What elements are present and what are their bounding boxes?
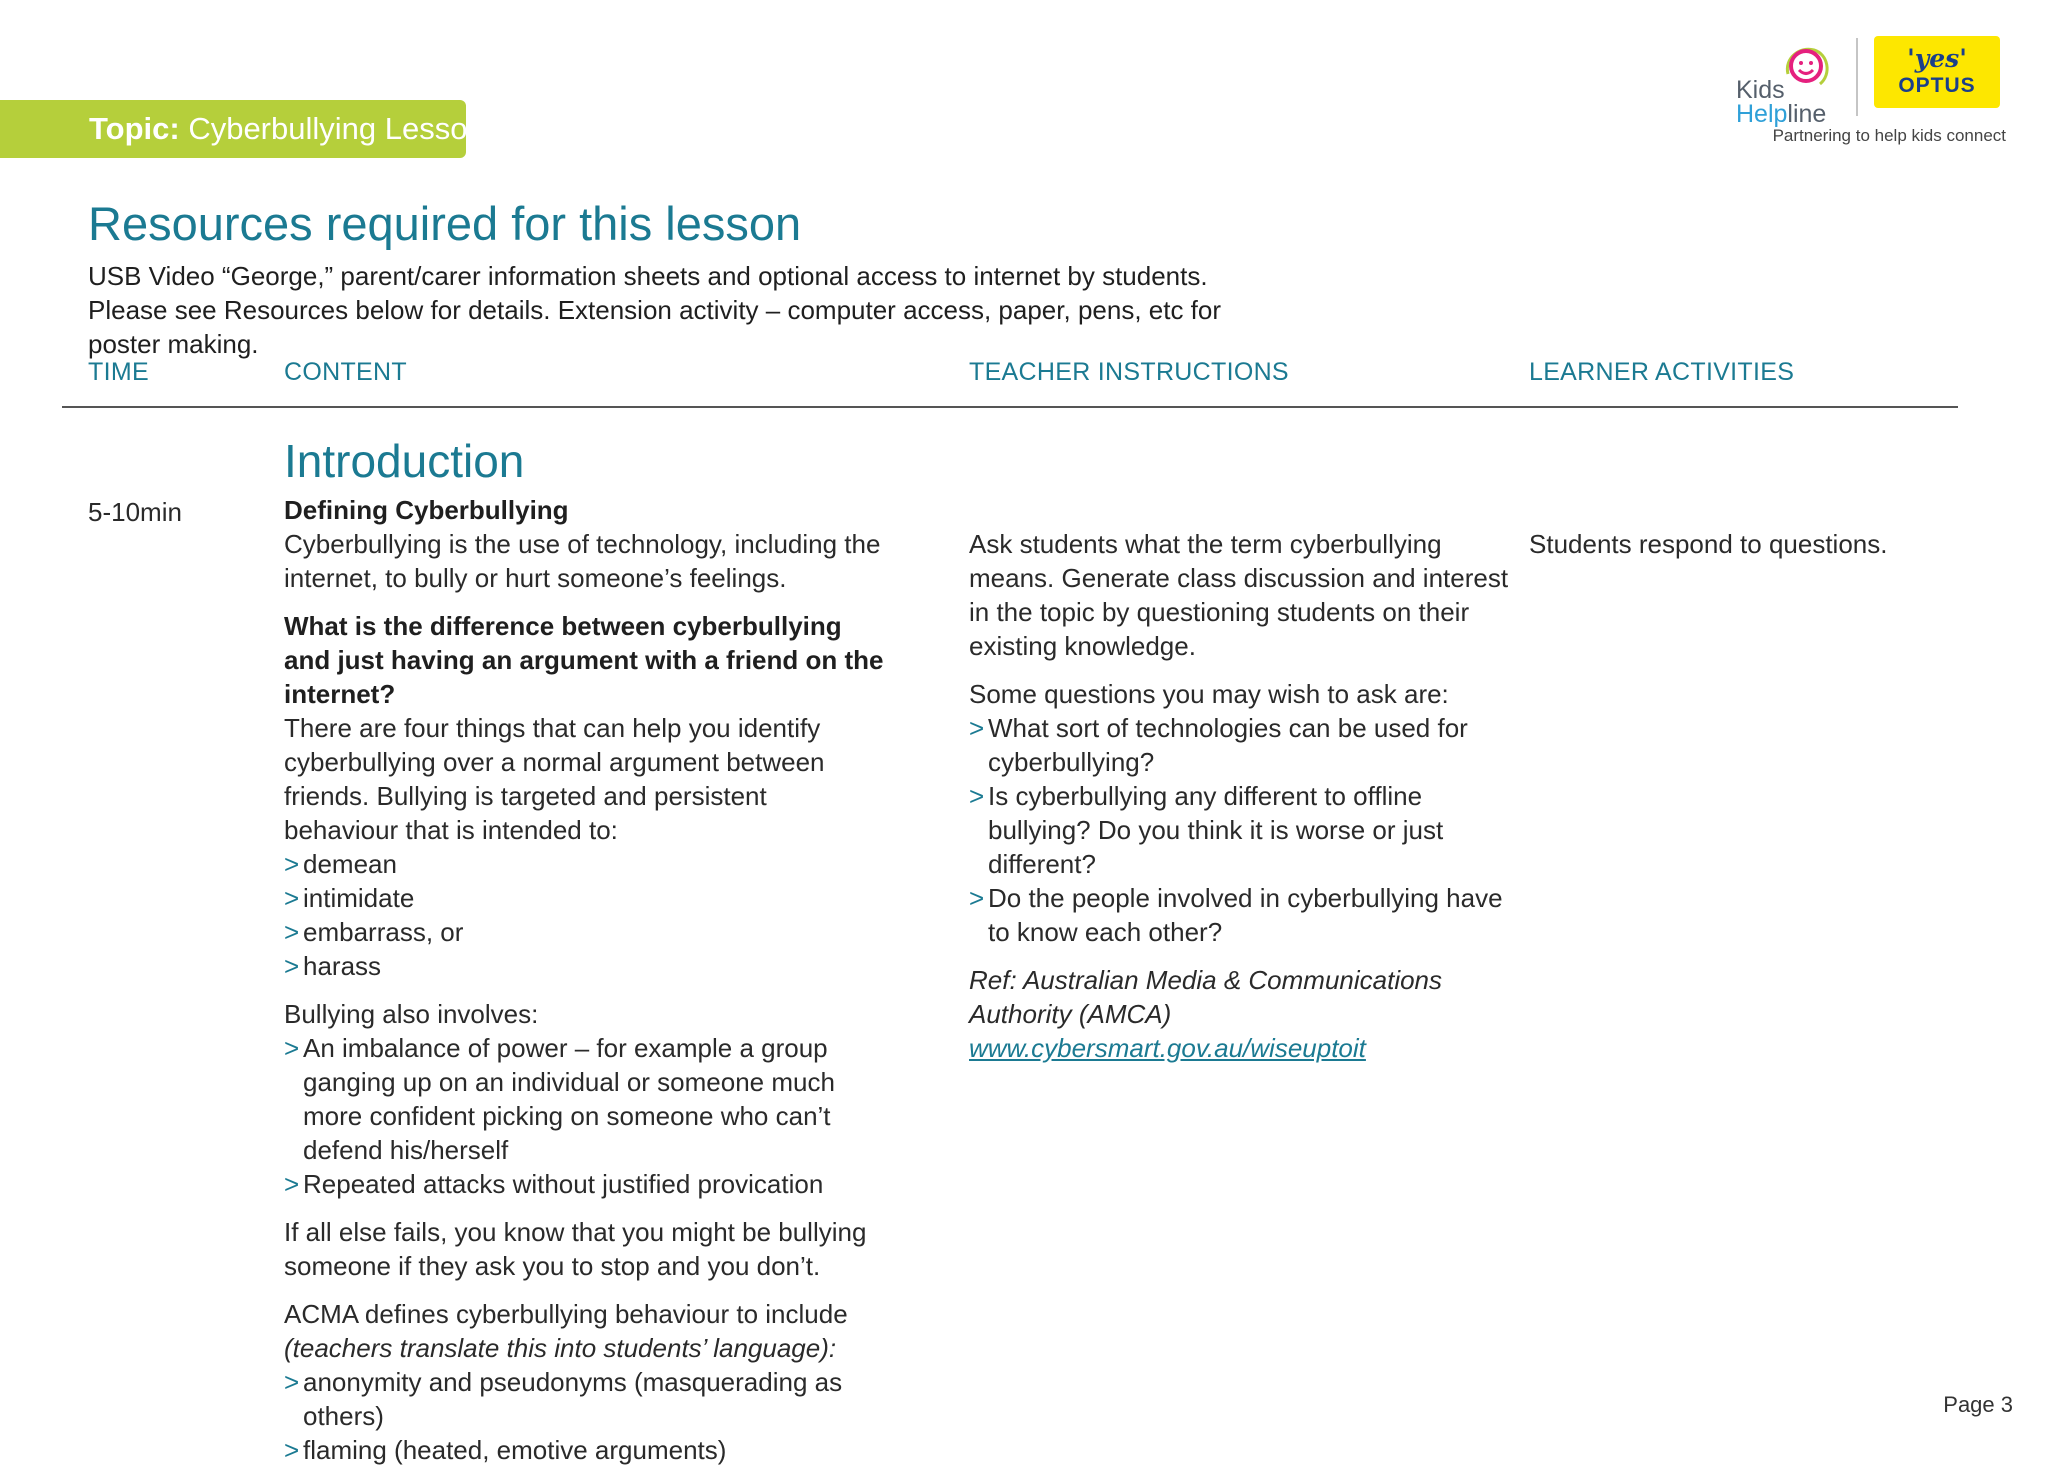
acma-definition-line: ACMA defines cyberbullying behaviour to include (284, 1299, 848, 1329)
learner-activities-column (1529, 527, 1949, 561)
acma-teacher-note: (teachers translate this into students’ language): (284, 1333, 837, 1363)
topic-banner (0, 100, 511, 158)
bullet-marker: > (284, 951, 300, 981)
list-item-text: Repeated attacks without justified provication (303, 1169, 824, 1199)
questions-list (969, 711, 1514, 949)
learner-activity-text: Students respond to questions. (1529, 529, 1888, 559)
bullet-marker: > (284, 1367, 300, 1397)
column-header-learner: LEARNER ACTIVITIES (1529, 358, 1795, 386)
bullet-marker: > (969, 713, 985, 743)
column-header-teacher: TEACHER INSTRUCTIONS (969, 358, 1289, 386)
list-item-text: anonymity and pseudonyms (masquerading as others) (303, 1367, 843, 1431)
partner-logos (1736, 34, 2006, 152)
teacher-intro-text: Ask students what the term cyberbullying means. Generate class discussion and interest in the topic by questioning students on their existing knowledge. (969, 529, 1509, 661)
list-item (969, 881, 1514, 949)
list-item (969, 711, 1514, 779)
list-item (284, 847, 884, 881)
bullet-marker: > (969, 781, 985, 811)
help-text: Help (1736, 100, 1788, 128)
intent-list (284, 847, 884, 983)
list-item (284, 1167, 884, 1201)
bullet-marker: > (284, 1435, 300, 1465)
column-header-content: CONTENT (284, 358, 407, 386)
list-item-text: flaming (heated, emotive arguments) (303, 1435, 727, 1465)
resources-text: USB Video “George,” parent/carer information sheets and optional access to internet by students. Please see Resources below for details. Extension activity – computer access, paper, pens, etc for poster making. (88, 261, 1222, 359)
also-involves-heading: Bullying also involves: (284, 999, 539, 1029)
cybersmart-link[interactable]: www.cybersmart.gov.au/wiseuptoit (969, 1033, 1366, 1063)
bullet-marker: > (284, 849, 300, 879)
yes-optus-logo (1874, 36, 2000, 108)
reference (969, 963, 1514, 1065)
column-header-time: TIME (88, 358, 149, 386)
list-item (284, 1365, 884, 1433)
partner-tagline: Partnering to help kids connect (1772, 126, 2006, 145)
yes-text: 'yes' (1907, 44, 1967, 73)
reference-text: Ref: Australian Media & Communications Authority (AMCA) (969, 965, 1443, 1029)
acma-behaviour-list (284, 1365, 884, 1467)
bullet-marker: > (284, 883, 300, 913)
logo-divider (1856, 38, 1858, 116)
smiley-face-icon (1780, 44, 1832, 92)
difference-question: What is the difference between cyberbullying and just having an argument with a friend on the internet? (284, 611, 884, 709)
kids-text: Kids (1736, 76, 1785, 104)
line-text: line (1787, 100, 1827, 128)
list-item-text: Is cyberbullying any different to offline bullying? Do you think it is worse or just different? (988, 781, 1444, 879)
page-number: Page 3 (1943, 1392, 2013, 1417)
list-item (284, 1433, 884, 1467)
kids-helpline-logo (1736, 44, 1846, 134)
list-item (284, 1031, 884, 1167)
four-things-intro: There are four things that can help you identify cyberbullying over a normal argument between friends. Bullying is targeted and persistent behaviour that is intended to: (284, 713, 825, 845)
list-item-text: embarrass, or (303, 917, 464, 947)
teacher-instructions-column (969, 527, 1514, 1065)
list-item (969, 779, 1514, 881)
time-cell: 5-10min (88, 497, 182, 527)
list-item-text: demean (303, 849, 397, 879)
optus-text: OPTUS (1898, 74, 1976, 97)
list-item (284, 915, 884, 949)
list-item-text: What sort of technologies can be used for cyberbullying? (988, 713, 1468, 777)
list-item-text: An imbalance of power – for example a group ganging up on an individual or someone much more confident picking on someone who can’t defend his/herself (303, 1033, 835, 1165)
bullet-marker: > (284, 1169, 300, 1199)
content-column (284, 493, 884, 1481)
cyberbullying-definition: Cyberbullying is the use of technology, including the internet, to bully or hurt someone’s feelings. (284, 529, 881, 593)
content-heading: Defining Cyberbullying (284, 495, 569, 525)
questions-heading: Some questions you may wish to ask are: (969, 679, 1449, 709)
section-heading-introduction: Introduction (284, 435, 525, 487)
bullet-marker: > (284, 1033, 300, 1063)
list-item-text: Do the people involved in cyberbullying have to know each other? (988, 883, 1503, 947)
list-item-text: harass (303, 951, 382, 981)
all-else-fails-text: If all else fails, you know that you might be bullying someone if they ask you to stop and you don’t. (284, 1217, 867, 1281)
also-involves-list (284, 1031, 884, 1201)
list-item-text: intimidate (303, 883, 415, 913)
bullet-marker: > (284, 917, 300, 947)
helpline-text (1736, 102, 1826, 127)
list-item (284, 881, 884, 915)
resources-heading: Resources required for this lesson (88, 197, 802, 250)
topic-value: Cyberbullying Lesson 1 (188, 111, 511, 146)
header-divider (62, 406, 1958, 408)
bullet-marker: > (969, 883, 985, 913)
list-item (284, 949, 884, 983)
topic-label: Topic: (89, 111, 180, 146)
